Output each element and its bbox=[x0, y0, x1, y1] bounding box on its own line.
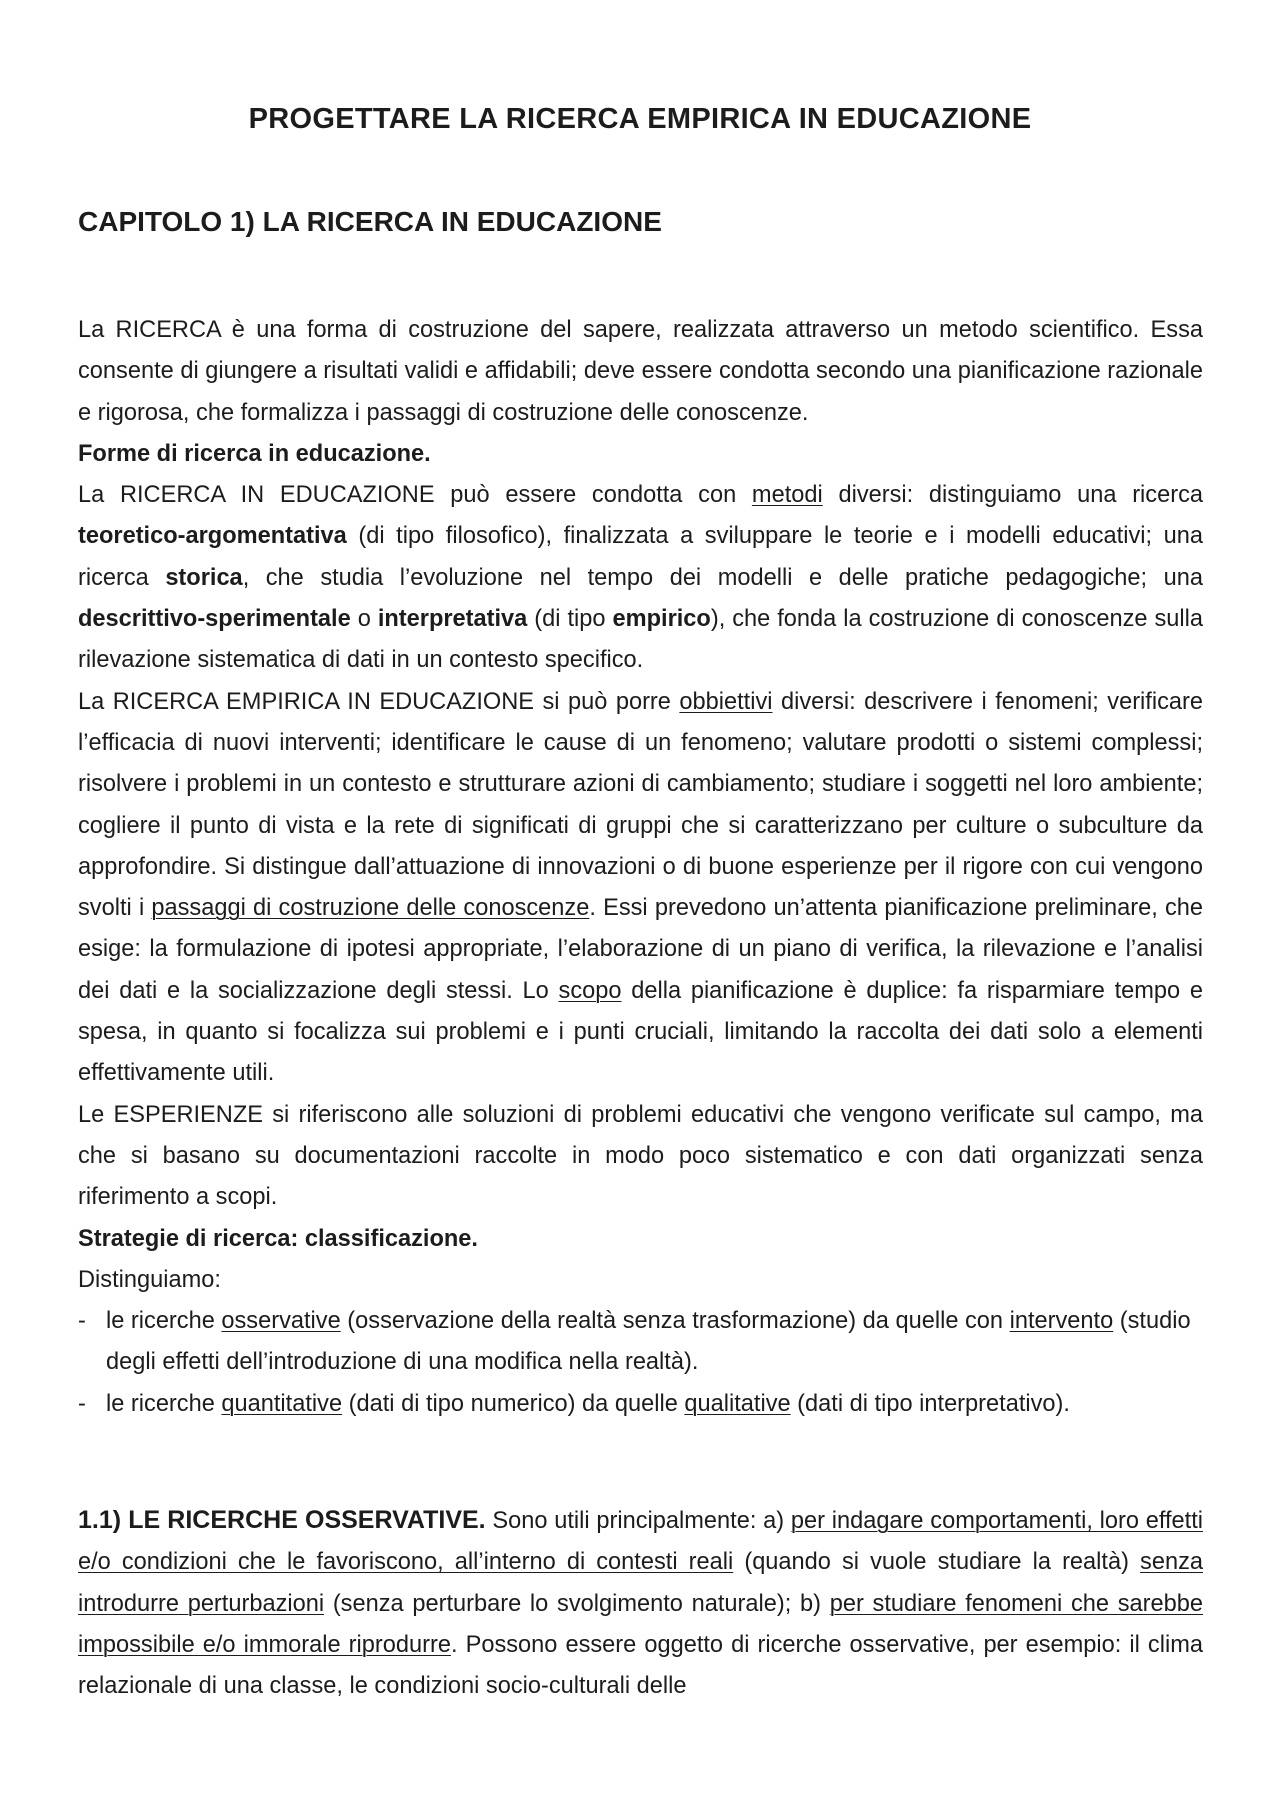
dash-bullet-icon: - bbox=[78, 1308, 86, 1335]
document-title: PROGETTARE LA RICERCA EMPIRICA IN EDUCAZIONE bbox=[248, 103, 1032, 135]
text-run: La RICERCA EMPIRICA IN EDUCAZIONE si può porre bbox=[78, 688, 680, 715]
subheading-forme-ricerca: Forme di ricerca in educazione. bbox=[78, 440, 431, 467]
text-run: . Possono essere oggetto di ricerche osservative, per esempio: il clima relazionale di una classe, le condizioni socio-culturali delle bbox=[78, 1631, 1203, 1700]
text-run: le ricerche bbox=[106, 1308, 222, 1335]
list-item bbox=[78, 1384, 1203, 1425]
text-run: Sono utili principalmente: a) bbox=[485, 1508, 791, 1534]
section-ricerche-osservative bbox=[78, 1500, 1203, 1707]
section-heading: 1.1) LE RICERCHE OSSERVATIVE. bbox=[78, 1506, 486, 1534]
text-run: La RICERCA IN EDUCAZIONE può essere condotta con bbox=[78, 482, 752, 509]
list-item bbox=[78, 1301, 1203, 1384]
text-run: ), che fonda la costruzione di conoscenze sulla rilevazione sistematica di dati in un contesto specifico. bbox=[78, 606, 1203, 674]
paragraph-ricerca-definizione: La RICERCA è una forma di costruzione del sapere, realizzata attraverso un metodo scientifico. Essa consente di giungere a risultati validi e affidabili; deve essere condotta secondo una pianificazione razionale e rigorosa, che formalizza i passaggi di costruzione delle conoscenze. bbox=[78, 317, 1203, 426]
underlined-term: per indagare comportamenti, loro effetti e/o condizioni che le favoriscono, all’interno di contesti reali bbox=[78, 1508, 1204, 1576]
underlined-term: qualitative bbox=[684, 1390, 791, 1417]
bold-term: teoretico-argomentativa bbox=[78, 523, 347, 550]
paragraph-ricerca-educazione bbox=[78, 475, 1203, 681]
underlined-term: per studiare fenomeni che sarebbe impossibile e/o immorale riprodurre bbox=[78, 1590, 1203, 1658]
bold-term: interpretativa bbox=[377, 606, 528, 633]
text-run: (senza perturbare lo svolgimento naturale); b) bbox=[324, 1590, 830, 1617]
text-run: le ricerche bbox=[106, 1390, 222, 1417]
text-run: , che studia l’evoluzione nel tempo dei modelli e delle pratiche pedagogiche; una bbox=[242, 564, 1203, 591]
underlined-term: osservative bbox=[221, 1308, 341, 1335]
underlined-term: obbiettivi bbox=[679, 688, 773, 715]
text-run: o bbox=[350, 606, 378, 633]
paragraph-esperienze: Le ESPERIENZE si riferiscono alle soluzioni di problemi educativi che vengono verificate sul campo, ma che si basano su documentazioni raccolte in modo poco sistematico e con dati organizzati senza riferimento a scopi. bbox=[78, 1101, 1203, 1211]
paragraph-ricerca-empirica bbox=[78, 682, 1203, 1095]
text-run: (studio degli effetti dell’introduzione di una modifica nella realtà). bbox=[106, 1308, 1191, 1376]
underlined-term: scopo bbox=[558, 977, 622, 1004]
bold-term: descrittivo-sperimentale bbox=[78, 606, 351, 633]
paragraph-ricerche-osservative bbox=[78, 1500, 1203, 1707]
text-run: (quando si vuole studiare la realtà) bbox=[733, 1549, 1141, 1576]
chapter-body bbox=[78, 310, 1203, 1425]
text-run: diversi: distinguiamo una ricerca bbox=[822, 482, 1203, 509]
dash-bullet-icon: - bbox=[78, 1390, 86, 1417]
text-run: (dati di tipo interpretativo). bbox=[790, 1390, 1070, 1417]
text-run: (di tipo bbox=[527, 606, 613, 633]
subheading-strategie: Strategie di ricerca: classificazione. bbox=[78, 1225, 478, 1252]
chapter-title: CAPITOLO 1) LA RICERCA IN EDUCAZIONE bbox=[78, 206, 662, 237]
text-run: (di tipo filosofico), finalizzata a sviluppare le teorie e i modelli educativi; una ricerca bbox=[78, 523, 1203, 591]
bold-term: storica bbox=[165, 564, 243, 591]
text-run: (dati di tipo numerico) da quelle bbox=[342, 1390, 685, 1417]
underlined-term: metodi bbox=[751, 482, 823, 509]
underlined-term: intervento bbox=[1009, 1308, 1114, 1335]
bold-term: empirico bbox=[612, 606, 711, 633]
underlined-term: senza introdurre perturbazioni bbox=[78, 1549, 1204, 1617]
text-distinguiamo: Distinguiamo: bbox=[78, 1266, 221, 1293]
underlined-term: passaggi di costruzione delle conoscenze bbox=[151, 895, 590, 922]
text-run: della pianificazione è duplice: fa risparmiare tempo e spesa, in quanto si focalizza sui problemi e i punti cruciali, limitando la raccolta dei dati solo a elementi effettivamente utili. bbox=[78, 977, 1203, 1087]
text-run: . Essi prevedono un’attenta pianificazione preliminare, che esige: la formulazione di ipotesi appropriate, l’elaborazione di un piano di verifica, la rilevazione e l’analisi dei dati e la socializzazione degli stessi. Lo bbox=[78, 895, 1203, 1004]
classification-list bbox=[78, 1301, 1203, 1425]
text-run: (osservazione della realtà senza trasformazione) da quelle con bbox=[340, 1308, 1010, 1335]
underlined-term: quantitative bbox=[221, 1390, 343, 1417]
text-run: diversi: descrivere i fenomeni; verificare l’efficacia di nuovi interventi; identificare le cause di un fenomeno; valutare prodotti o sistemi complessi; risolvere i problemi in un contesto e strutturare azioni di cambiamento; studiare i soggetti nel loro ambiente; cogliere il punto di vista e la rete di significati di gruppi che si caratterizzano per culture o subculture da approfondire. Si distingue dall’attuazione di innovazioni o di buone esperienze per il rigore con cui vengono svolti i bbox=[78, 688, 1203, 922]
